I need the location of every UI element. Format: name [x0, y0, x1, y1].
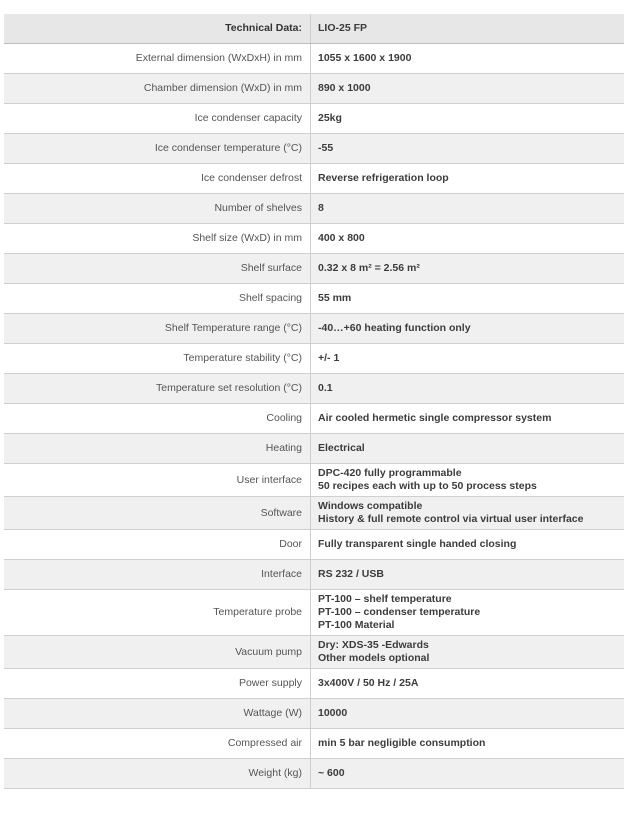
spec-value-line: Windows compatible [318, 500, 423, 512]
table-row [4, 636, 624, 669]
spec-label: Heating [4, 434, 311, 464]
table-row [4, 74, 624, 104]
spec-value-line: min 5 bar negligible consumption [318, 737, 486, 749]
spec-label: Shelf size (WxD) in mm [4, 224, 311, 254]
spec-value [311, 759, 625, 789]
spec-label: Chamber dimension (WxD) in mm [4, 74, 311, 104]
table-row [4, 194, 624, 224]
spec-value-line: Air cooled hermetic single compressor system [318, 412, 552, 424]
table-row [4, 314, 624, 344]
table-row [4, 254, 624, 284]
spec-label: Ice condenser capacity [4, 104, 311, 134]
spec-value-line: 0.32 x 8 m² = 2.56 m² [318, 262, 420, 274]
spec-label: Compressed air [4, 729, 311, 759]
spec-value [311, 404, 625, 434]
table-row [4, 404, 624, 434]
spec-value [311, 344, 625, 374]
spec-value-line: Electrical [318, 442, 365, 454]
spec-value-line: PT-100 – shelf temperature [318, 593, 452, 605]
spec-value-line: 400 x 800 [318, 232, 365, 244]
spec-value-line: +/- 1 [318, 352, 340, 364]
table-row [4, 164, 624, 194]
spec-value-line: 50 recipes each with up to 50 process steps [318, 480, 537, 492]
spec-label: Shelf surface [4, 254, 311, 284]
spec-label: Number of shelves [4, 194, 311, 224]
spec-label: Power supply [4, 669, 311, 699]
spec-value-line: 25kg [318, 112, 342, 124]
table-row [4, 590, 624, 636]
spec-value [311, 284, 625, 314]
header-model: LIO-25 FP [311, 14, 625, 44]
spec-value [311, 254, 625, 284]
header-label: Technical Data: [4, 14, 311, 44]
spec-value-line: History & full remote control via virtual user interface [318, 513, 584, 525]
table-row [4, 560, 624, 590]
spec-label: External dimension (WxDxH) in mm [4, 44, 311, 74]
table-row [4, 669, 624, 699]
spec-label: Ice condenser defrost [4, 164, 311, 194]
spec-label: Temperature probe [4, 590, 311, 636]
spec-value [311, 374, 625, 404]
spec-label: Shelf Temperature range (°C) [4, 314, 311, 344]
table-row [4, 464, 624, 497]
spec-value-line: 1055 x 1600 x 1900 [318, 52, 412, 64]
technical-data-table [4, 14, 624, 789]
spec-value-line: 3x400V / 50 Hz / 25A [318, 677, 419, 689]
spec-label: Ice condenser temperature (°C) [4, 134, 311, 164]
table-row [4, 434, 624, 464]
spec-value-line: RS 232 / USB [318, 568, 384, 580]
table-row [4, 530, 624, 560]
table-row [4, 224, 624, 254]
spec-value [311, 669, 625, 699]
technical-data-body [4, 14, 624, 789]
spec-value [311, 530, 625, 560]
spec-value-line: DPC-420 fully programmable [318, 467, 462, 479]
spec-label: Interface [4, 560, 311, 590]
spec-value-line: 10000 [318, 707, 348, 719]
spec-value-line: PT-100 – condenser temperature [318, 606, 481, 618]
spec-value-line: PT-100 Material [318, 619, 395, 631]
table-row [4, 729, 624, 759]
table-header-row [4, 14, 624, 44]
spec-label: Cooling [4, 404, 311, 434]
spec-value-line: -55 [318, 142, 334, 154]
spec-label: Weight (kg) [4, 759, 311, 789]
table-row [4, 759, 624, 789]
spec-value [311, 44, 625, 74]
spec-value [311, 560, 625, 590]
spec-value [311, 164, 625, 194]
spec-value [311, 636, 625, 669]
spec-value [311, 104, 625, 134]
spec-value-line: Fully transparent single handed closing [318, 538, 517, 550]
spec-label: Temperature stability (°C) [4, 344, 311, 374]
spec-value-line: Reverse refrigeration loop [318, 172, 449, 184]
table-row [4, 44, 624, 74]
spec-label: Vacuum pump [4, 636, 311, 669]
table-row [4, 374, 624, 404]
table-row [4, 699, 624, 729]
spec-value [311, 590, 625, 636]
spec-value [311, 224, 625, 254]
spec-value [311, 497, 625, 530]
spec-value [311, 314, 625, 344]
table-row [4, 497, 624, 530]
spec-label: Door [4, 530, 311, 560]
spec-label: Temperature set resolution (°C) [4, 374, 311, 404]
spec-value-line: 8 [318, 202, 324, 214]
table-row [4, 344, 624, 374]
spec-value-line: 0.1 [318, 382, 333, 394]
spec-value [311, 699, 625, 729]
spec-value-line: -40…+60 heating function only [318, 322, 471, 334]
table-row [4, 134, 624, 164]
spec-value [311, 194, 625, 224]
spec-value-line: ~ 600 [318, 767, 345, 779]
spec-value-line: Other models optional [318, 652, 430, 664]
spec-value [311, 74, 625, 104]
spec-label: Wattage (W) [4, 699, 311, 729]
spec-value [311, 434, 625, 464]
spec-label: Shelf spacing [4, 284, 311, 314]
spec-value [311, 729, 625, 759]
spec-value-line: Dry: XDS-35 -Edwards [318, 639, 429, 651]
spec-value-line: 55 mm [318, 292, 352, 304]
spec-value-line: 890 x 1000 [318, 82, 371, 94]
table-row [4, 104, 624, 134]
spec-value [311, 464, 625, 497]
table-row [4, 284, 624, 314]
spec-label: Software [4, 497, 311, 530]
spec-value [311, 134, 625, 164]
spec-label: User interface [4, 464, 311, 497]
